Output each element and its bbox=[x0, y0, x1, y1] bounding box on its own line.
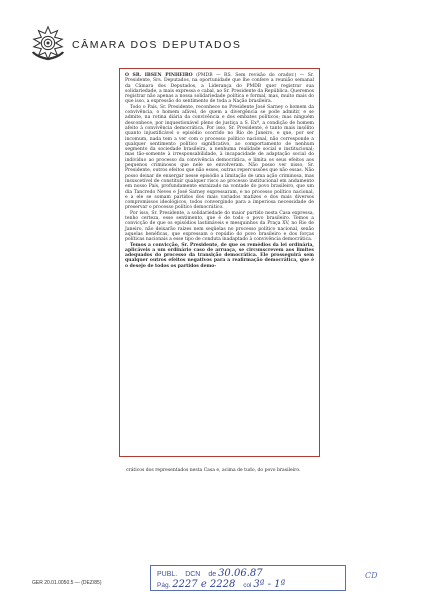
coat-of-arms-icon bbox=[29, 24, 67, 62]
publ-label: PUBL. bbox=[157, 571, 178, 578]
page-row bbox=[157, 579, 285, 590]
publ-date: 30.06.87 bbox=[218, 568, 263, 579]
opening-text: (PMDB — RS. Sem revisão do orador.) — Sr. Presidente, Srs. Deputados, na oportunidade que lhe confere a reunião semanal da Câmara dos Deputados, a Liderança do PMDB quer registrar sua solidariedade, a mais expressa e cabal, ao Sr. Presidente da República. Queremos registrar não apenas a nossa solidariedade política e formal, mas, muito mais do que isso, a expressão do sentimento de toda a Nação brasileira. bbox=[125, 73, 315, 105]
col-label: col bbox=[243, 582, 252, 589]
clipping-text bbox=[125, 73, 314, 269]
continuation-text: cráticos dos representados nesta Casa e, acima de tudo, do povo brasileiro. bbox=[126, 468, 301, 473]
publication-stamp bbox=[150, 565, 346, 591]
clipping-continuation bbox=[122, 468, 317, 474]
handwritten-initials: CD bbox=[365, 571, 378, 580]
paragraph-3: Por isso, Sr. Presidente, a solidariedade do maior partido nesta Casa expressa, tenho certeza, esse sentimento, que é de todo o povo brasileiro. Temos a convicção de que os episódios lastimáveis e mesquinhos da Praça XV, no Rio de Janeiro, não deixarão raízes nem seqüelas no processo político nacional, senão aquelas benéficas, que expressam o repúdio do povo brasileiro e dos forças políticas nacionais a esse tipo de conduta inadaptado à convivência democrática. bbox=[125, 210, 314, 243]
chamber-name: CÂMARA DOS DEPUTADOS bbox=[72, 39, 242, 51]
opening-paragraph bbox=[125, 73, 314, 105]
newspaper-clipping bbox=[119, 68, 320, 457]
paragraph-2: Todo o País, Sr. Presidente, reconhece no Presidente José Sarney o homem da convivência, o homem afável, de quem a divergência se pode admitir, e se admite, na rotina diária da convivência e dos embates políticos; mas ninguém desconhece, por inquestionável pleno de justiça a S. Exª, a condição de homem afeito à convivência democrática. Por isso, Sr. Presidente, é tanto mais insólito quanto injustificável o episódio ocorrido no Rio de Janeiro, e que, por ser incomum, nada tem a ver com o processo político nacional, não corresponde a qualquer sentimento político significativo, ao comportamento de nenhum segmento da sociedade brasileira, a nenhuma realidade social e institucional; mas tão-somente à irresponsabilidade, à incapacidade de adaptação social do indivíduo ao processo da convivência democrática, e limita os seus efeitos aos pequenos criminosos que nele se envolveram. Não posso ver nisso, Sr. Presidente, outros efeitos que não esses, outras repercussões que não essas. Não posso deixar de enxergar nesse episódio a limitação de uma ação criminosa, mas insuscetível de constituir qualquer risco ao processo institucional em andamento em nosso País, profundamente enraizado na vontade do povo brasileiro, que um dia Tancredo Neves e José Sarney expressaram, e no processo político nacional, e a ele se somam partidos dos mais variados matizes e dos mais diversos compromissos ideológicos, todos convergindo para a imperiosa necessidade de preservar o processo político democrático. bbox=[125, 104, 314, 211]
paragraph-4: Temos a convicção, Sr. Presidente, de que os remédios da lei ordinária, aplicáveis a um ordinário caso de arruaça, se circunscrevem aos limites adequados do processo da transição democrática. Ele prosseguirá sem qualquer outros efeitos negativos para a reafirmação democrática, que é o desejo de todos os partidos demo- bbox=[125, 242, 314, 269]
col-value: 3ª - 1ª bbox=[253, 579, 286, 590]
publ-de: de bbox=[208, 571, 217, 578]
publication-row bbox=[157, 568, 263, 579]
publ-source: DCN bbox=[185, 571, 201, 578]
pag-label: Pág. bbox=[157, 582, 171, 589]
pag-value: 2227 e 2228 bbox=[172, 579, 236, 590]
speaker-name: O SR. IBSEN PINHEIRO bbox=[125, 73, 193, 78]
form-code: GER 20.01.0050.5 — (DEZ/85) bbox=[32, 580, 102, 586]
